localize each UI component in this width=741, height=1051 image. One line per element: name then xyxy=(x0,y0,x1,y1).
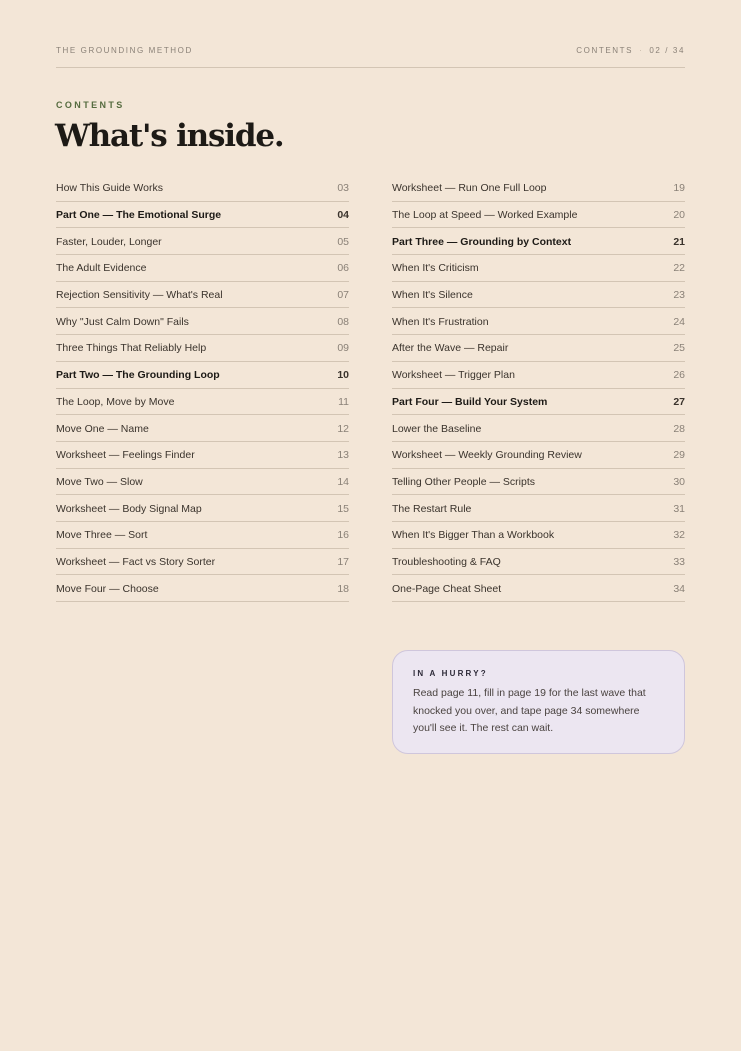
running-head xyxy=(56,45,685,68)
toc-entry-page: 30 xyxy=(673,475,685,488)
toc-entry[interactable] xyxy=(56,175,349,202)
toc-entry-title: Move One — Name xyxy=(56,422,149,435)
toc-entry-page: 07 xyxy=(337,289,349,302)
page-title: What's inside. xyxy=(55,118,284,154)
toc-entry-page: 18 xyxy=(337,582,349,595)
toc-entry-title: When It's Bigger Than a Workbook xyxy=(392,529,555,542)
toc-entry-page: 08 xyxy=(337,315,349,328)
toc-entry-page: 09 xyxy=(337,342,349,355)
callout-heading: IN A HURRY? xyxy=(413,669,488,678)
toc-entry-page: 12 xyxy=(337,422,349,435)
toc-entry-title: After the Wave — Repair xyxy=(392,342,509,355)
toc-entry[interactable] xyxy=(56,469,349,496)
toc-entry[interactable] xyxy=(56,335,349,362)
section-name: CONTENTS xyxy=(576,46,634,55)
toc-entry[interactable] xyxy=(392,335,685,362)
separator-dot: · xyxy=(639,46,644,55)
toc-entry[interactable] xyxy=(392,549,685,576)
toc-entry[interactable] xyxy=(392,175,685,202)
toc-entry[interactable] xyxy=(392,522,685,549)
toc-entry-page: 32 xyxy=(673,529,685,542)
toc-entry-page: 22 xyxy=(673,262,685,275)
toc-part-entry[interactable] xyxy=(392,389,685,416)
toc-entry-title: Part Three — Grounding by Context xyxy=(392,235,572,248)
toc-entry[interactable] xyxy=(56,415,349,442)
toc-entry-page: 04 xyxy=(337,209,349,222)
toc-entry-page: 11 xyxy=(338,395,349,408)
toc-entry-page: 33 xyxy=(673,555,685,568)
toc-entry-title: Why "Just Calm Down" Fails xyxy=(56,315,189,328)
toc-entry[interactable] xyxy=(392,308,685,335)
toc-entry-title: Part Four — Build Your System xyxy=(392,395,548,408)
toc-entry-title: Move Four — Choose xyxy=(56,582,159,595)
toc-entry[interactable] xyxy=(56,282,349,309)
toc-entry[interactable] xyxy=(56,522,349,549)
toc-entry-page: 14 xyxy=(337,475,349,488)
toc-entry-title: One-Page Cheat Sheet xyxy=(392,582,502,595)
toc-part-entry[interactable] xyxy=(56,202,349,229)
toc-entry-page: 16 xyxy=(337,529,349,542)
toc-entry-title: How This Guide Works xyxy=(56,182,163,195)
toc-entry-page: 29 xyxy=(673,449,685,462)
toc-entry-title: Faster, Louder, Longer xyxy=(56,235,162,248)
toc-entry[interactable] xyxy=(392,415,685,442)
toc-entry-page: 05 xyxy=(337,235,349,248)
toc-entry-page: 24 xyxy=(673,315,685,328)
toc-part-entry[interactable] xyxy=(56,362,349,389)
toc-entry[interactable] xyxy=(56,549,349,576)
toc-entry[interactable] xyxy=(392,255,685,282)
toc-entry-page: 21 xyxy=(673,235,685,248)
toc-entry-page: 17 xyxy=(337,555,349,568)
toc-entry[interactable] xyxy=(392,575,685,602)
toc-entry-title: Worksheet — Weekly Grounding Review xyxy=(392,449,582,462)
toc-entry-title: Three Things That Reliably Help xyxy=(56,342,207,355)
toc-entry-title: Worksheet — Run One Full Loop xyxy=(392,182,547,195)
toc-part-entry[interactable] xyxy=(392,228,685,255)
toc-entry-title: The Adult Evidence xyxy=(56,262,147,275)
toc-entry[interactable] xyxy=(56,575,349,602)
book-title: THE GROUNDING METHOD xyxy=(56,46,193,55)
toc-column-right xyxy=(392,175,685,602)
toc-entry-page: 06 xyxy=(337,262,349,275)
toc-entry-page: 19 xyxy=(673,182,685,195)
toc-entry-page: 15 xyxy=(337,502,349,515)
section-label: CONTENTS xyxy=(56,100,125,110)
toc-entry-title: Part One — The Emotional Surge xyxy=(56,209,222,222)
toc-entry-title: Worksheet — Fact vs Story Sorter xyxy=(56,555,216,568)
page-indicator: 02 / 34 xyxy=(649,46,685,55)
toc-entry-title: The Restart Rule xyxy=(392,502,472,515)
toc-entry-page: 31 xyxy=(673,502,685,515)
toc-entry[interactable] xyxy=(392,469,685,496)
toc-entry-title: Telling Other People — Scripts xyxy=(392,475,535,488)
toc-entry-title: Part Two — The Grounding Loop xyxy=(56,369,220,382)
toc-entry[interactable] xyxy=(56,228,349,255)
toc-entry-title: Move Two — Slow xyxy=(56,475,143,488)
toc-entry[interactable] xyxy=(56,308,349,335)
toc-entry-title: Worksheet — Trigger Plan xyxy=(392,369,515,382)
toc-entry[interactable] xyxy=(56,389,349,416)
toc-entry-page: 34 xyxy=(673,582,685,595)
toc-entry-page: 10 xyxy=(337,369,349,382)
toc-entry-title: Lower the Baseline xyxy=(392,422,482,435)
toc-entry-title: When It's Criticism xyxy=(392,262,479,275)
callout-body: Read page 11, fill in page 19 for the last wave that knocked you over, and tape page 34 somewhere you'll see it. The rest can wait. xyxy=(413,687,646,734)
toc-entry-title: When It's Silence xyxy=(392,289,473,302)
toc-entry-page: 26 xyxy=(673,369,685,382)
toc-entry[interactable] xyxy=(56,495,349,522)
toc-entry[interactable] xyxy=(392,442,685,469)
toc-entry-page: 25 xyxy=(673,342,685,355)
toc-entry-page: 23 xyxy=(673,289,685,302)
toc-entry-title: Rejection Sensitivity — What's Real xyxy=(56,289,223,302)
hurry-callout xyxy=(392,650,685,754)
toc-entry-title: Worksheet — Feelings Finder xyxy=(56,449,195,462)
toc-entry-title: The Loop at Speed — Worked Example xyxy=(392,209,578,222)
toc-entry-title: Move Three — Sort xyxy=(56,529,148,542)
toc-entry[interactable] xyxy=(392,282,685,309)
toc-entry[interactable] xyxy=(56,255,349,282)
toc-entry-title: Troubleshooting & FAQ xyxy=(392,555,501,568)
toc-entry[interactable] xyxy=(392,495,685,522)
toc-entry-page: 27 xyxy=(673,395,685,408)
toc-entry-title: When It's Frustration xyxy=(392,315,489,328)
toc-entry-page: 28 xyxy=(673,422,685,435)
toc-entry-page: 20 xyxy=(673,209,685,222)
toc-entry[interactable] xyxy=(392,362,685,389)
page-indicator-group xyxy=(576,46,685,55)
toc-entry[interactable] xyxy=(392,202,685,229)
toc-entry-title: The Loop, Move by Move xyxy=(56,395,175,408)
toc-column-left xyxy=(56,175,349,602)
toc-entry-page: 03 xyxy=(337,182,349,195)
toc-entry-title: Worksheet — Body Signal Map xyxy=(56,502,202,515)
toc-entry-page: 13 xyxy=(337,449,349,462)
toc-entry[interactable] xyxy=(56,442,349,469)
